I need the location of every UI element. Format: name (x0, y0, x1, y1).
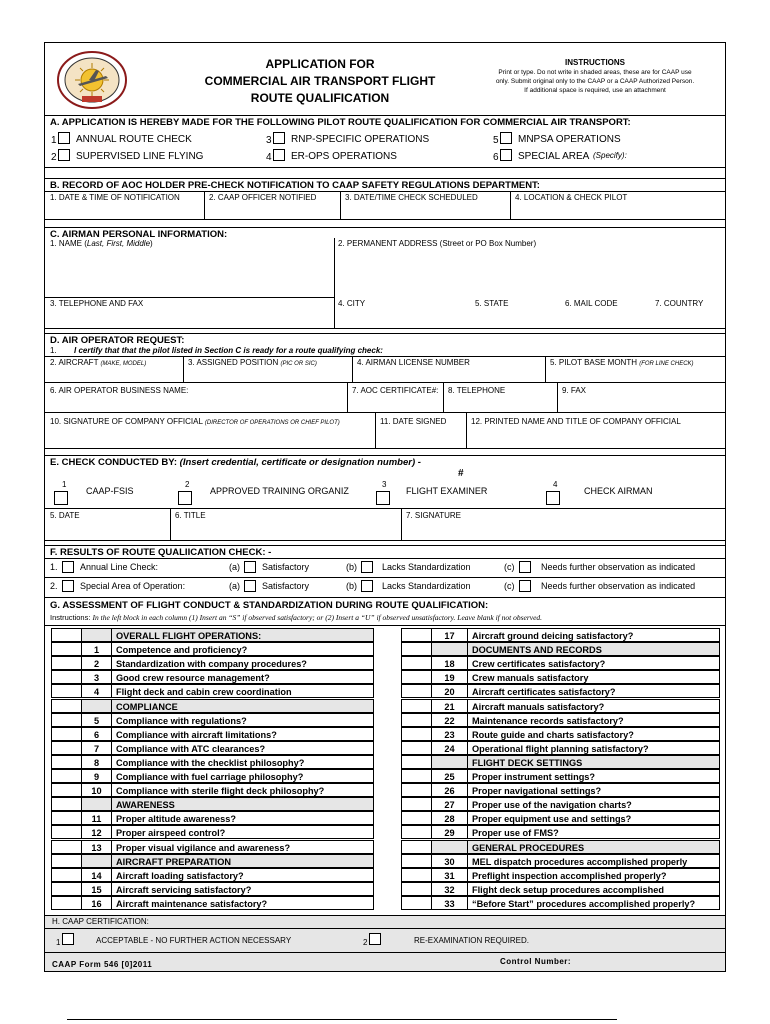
option-a-4-label: ER-OPS OPERATIONS (291, 151, 397, 162)
divider (44, 545, 726, 546)
right-item-label: Proper equipment use and settings? (467, 811, 720, 825)
pilot-base-month-field-label (550, 359, 694, 368)
right-answer-box[interactable] (401, 699, 431, 713)
right-spacer-cell (401, 755, 431, 769)
divider (44, 915, 726, 916)
option-a-3-num: 3 (266, 135, 272, 146)
aoc-certificate-label: 7. AOC CERTIFICATE#: (352, 386, 439, 395)
left-answer-box[interactable] (51, 741, 81, 755)
left-item-number: 13 (81, 840, 111, 854)
divider (557, 382, 558, 412)
right-answer-box[interactable] (401, 684, 431, 698)
divider (44, 412, 726, 413)
left-answer-box[interactable] (51, 656, 81, 670)
left-answer-box[interactable] (51, 882, 81, 896)
left-item-number (81, 699, 111, 713)
section-e-title-hint: (Insert credential, certificate or designation number) - (179, 457, 421, 468)
result-row-1-b: (b) (346, 562, 357, 572)
right-item-number: 30 (431, 854, 467, 868)
right-answer-box[interactable] (401, 896, 431, 910)
left-answer-box[interactable] (51, 868, 81, 882)
right-item-label: Crew manuals satisfactory (467, 670, 720, 684)
certification-reexam-checkbox[interactable] (369, 933, 381, 945)
certify-statement: I certify that that the pilot listed in Section C is ready for a route qualifying check: (74, 346, 383, 355)
result-row-1-b-label: Lacks Standardization (382, 562, 471, 572)
result-row-2-lacks-checkbox[interactable] (361, 580, 373, 592)
result-row-1-num: 1. (50, 562, 58, 572)
divider (44, 333, 726, 334)
right-answer-box[interactable] (401, 727, 431, 741)
option-e-1-checkbox[interactable] (54, 491, 68, 505)
result-row-1-a: (a) (229, 562, 240, 572)
left-item-number: 14 (81, 868, 111, 882)
left-answer-box[interactable] (51, 769, 81, 783)
divider (44, 558, 726, 559)
left-item-number: 11 (81, 811, 111, 825)
right-item-number (431, 642, 467, 656)
form-title-line-1: APPLICATION FOR (265, 57, 375, 71)
left-item-label: Aircraft maintenance satisfactory? (111, 896, 374, 910)
instructions-line-2: only. Submit original only to the CAAP or a CAAP Authorized Person. (495, 78, 695, 85)
right-item-number: 27 (431, 797, 467, 811)
right-answer-box[interactable] (401, 670, 431, 684)
address-field-label: 2. PERMANENT ADDRESS (Street or PO Box Number) (338, 239, 537, 248)
left-answer-box[interactable] (51, 755, 81, 769)
left-category-heading: AIRCRAFT PREPARATION (111, 854, 374, 868)
right-answer-box[interactable] (401, 811, 431, 825)
right-item-number: 31 (431, 868, 467, 882)
result-row-1-c-label: Needs further observation as indicated (541, 562, 696, 572)
left-item-number: 3 (81, 670, 111, 684)
left-item-label: Standardization with company procedures? (111, 656, 374, 670)
option-a-4-checkbox[interactable] (273, 149, 285, 161)
telephone-label: 8. TELEPHONE (448, 386, 506, 395)
left-item-label: Compliance with ATC clearances? (111, 741, 374, 755)
divider (44, 328, 726, 329)
option-e-3-label: FLIGHT EXAMINER (406, 486, 488, 496)
result-row-1-label: Annual Line Check: (80, 562, 159, 572)
option-e-4-num: 4 (553, 480, 558, 489)
right-item-label: Proper use of FMS? (467, 825, 720, 839)
divider (347, 382, 348, 412)
left-spacer-cell (51, 628, 81, 642)
option-a-2-label: SUPERVISED LINE FLYING (76, 151, 204, 162)
divider (44, 928, 726, 929)
check-date-label: 5. DATE (50, 511, 80, 520)
divider (44, 577, 726, 578)
aircraft-hint: (MAKE, MODEL) (100, 361, 147, 367)
left-item-label: Aircraft servicing satisfactory? (111, 882, 374, 896)
option-a-6-num: 6 (493, 152, 499, 163)
credential-hash: # (458, 468, 464, 479)
left-item-number: 8 (81, 755, 111, 769)
option-a-5-label: MNPSA OPERATIONS (518, 134, 621, 145)
instructions-line-3: If additional space is required, use an attachment (524, 87, 666, 94)
option-a-4-num: 4 (266, 152, 272, 163)
right-answer-box[interactable] (401, 882, 431, 896)
divider (44, 227, 726, 228)
divider (170, 508, 171, 540)
signature-official-hint: (DIRECTOR OF OPERATIONS OR CHIEF PILOT) (204, 420, 340, 426)
right-item-label: Proper use of the navigation charts? (467, 797, 720, 811)
right-spacer-cell (401, 642, 431, 656)
right-item-number: 32 (431, 882, 467, 896)
option-a-6-label: SPECIAL AREA (518, 151, 590, 162)
divider (44, 178, 726, 179)
result-row-2-c: (c) (504, 581, 515, 591)
instructions-line-1: Print or type. Do not write in shaded areas, these are for CAAP use (498, 69, 692, 76)
bottom-rule (67, 1019, 617, 1020)
left-item-label: Proper visual vigilance and awareness? (111, 840, 374, 854)
left-item-number: 12 (81, 825, 111, 839)
left-item-number: 7 (81, 741, 111, 755)
name-field-label (50, 240, 153, 249)
result-row-2-satisfactory-checkbox[interactable] (244, 580, 256, 592)
right-item-label: Route guide and charts satisfactory? (467, 727, 720, 741)
right-answer-box[interactable] (401, 854, 431, 868)
section-d-title: D. AIR OPERATOR REQUEST: (50, 335, 185, 346)
left-item-number: 2 (81, 656, 111, 670)
right-answer-box[interactable] (401, 769, 431, 783)
certification-acceptable-checkbox[interactable] (62, 933, 74, 945)
section-h-title: H. CAAP CERTIFICATION: (52, 917, 149, 926)
fax-label: 9. FAX (562, 386, 587, 395)
left-item-label: Compliance with aircraft limitations? (111, 727, 374, 741)
check-signature-label: 7. SIGNATURE (406, 511, 461, 520)
left-item-label: Compliance with the checklist philosophy? (111, 755, 374, 769)
left-answer-box[interactable] (51, 896, 81, 910)
left-item-number (81, 797, 111, 811)
assigned-position-label: 3. ASSIGNED POSITION (188, 358, 279, 367)
left-item-label: Compliance with regulations? (111, 713, 374, 727)
left-item-number: 4 (81, 684, 111, 698)
option-e-2-label: APPROVED TRAINING ORGANIZ (210, 486, 349, 496)
divider (44, 167, 726, 168)
form-title-line-3: ROUTE QUALIFICATION (250, 91, 390, 105)
result-row-1-observe-checkbox[interactable] (519, 561, 531, 573)
divider (510, 191, 511, 219)
right-item-label: Aircraft manuals satisfactory? (467, 699, 720, 713)
certify-number: 1. (50, 346, 57, 355)
right-answer-box[interactable] (401, 797, 431, 811)
divider (44, 356, 726, 357)
business-name-label: 6. AIR OPERATOR BUSINESS NAME: (50, 386, 189, 395)
divider (340, 191, 341, 219)
divider (44, 540, 726, 541)
section-e-title-text: E. CHECK CONDUCTED BY: (50, 457, 178, 468)
left-item-number: 6 (81, 727, 111, 741)
section-g-title: G. ASSESSMENT OF FLIGHT CONDUCT & STANDARDIZATION DURING ROUTE QUALIFICATION: (50, 600, 489, 611)
left-item-label: Flight deck and cabin crew coordination (111, 684, 374, 698)
left-item-label: Proper airspeed control? (111, 825, 374, 839)
right-item-label: Preflight inspection accomplished properly? (467, 868, 720, 882)
right-item-number: 24 (431, 741, 467, 755)
right-item-number: 22 (431, 713, 467, 727)
state-label: 5. STATE (475, 299, 509, 308)
right-spacer-cell (401, 840, 431, 854)
section-b-title: B. RECORD OF AOC HOLDER PRE-CHECK NOTIFICATION TO CAAP SAFETY REGULATIONS DEPARTMENT: (50, 180, 540, 191)
left-answer-box[interactable] (51, 642, 81, 656)
field-b-2-label: 2. CAAP OFFICER NOTIFIED (209, 193, 317, 202)
section-g-instructions (50, 614, 542, 622)
divider (44, 297, 334, 298)
divider (183, 356, 184, 382)
mail-code-label: 6. MAIL CODE (565, 299, 618, 308)
result-row-2-checkbox[interactable] (62, 580, 74, 592)
section-g-instructions-text: In the left block in each column (1) Insert an “S” if observed satisfactory; or (2) Insert a “U” if observed unsatisfactory. Leave blank if not observed. (92, 613, 543, 622)
option-a-3-label: RNP-SPECIFIC OPERATIONS (291, 134, 430, 145)
right-item-label: Flight deck setup procedures accomplished (467, 882, 720, 896)
field-b-1-label: 1. DATE & TIME OF NOTIFICATION (50, 193, 180, 202)
right-category-heading: GENERAL PROCEDURES (467, 840, 720, 854)
left-item-label: Proper altitude awareness? (111, 811, 374, 825)
left-item-label: Compliance with sterile flight deck philosophy? (111, 783, 374, 797)
option-a-3-checkbox[interactable] (273, 132, 285, 144)
certification-reexam-label: RE-EXAMINATION REQUIRED. (414, 936, 529, 945)
left-answer-box[interactable] (51, 713, 81, 727)
special-area-specify-hint: (Specify): (593, 151, 627, 160)
left-answer-box[interactable] (51, 825, 81, 839)
aircraft-field-label (50, 359, 146, 368)
left-item-number (81, 854, 111, 868)
left-category-heading: COMPLIANCE (111, 699, 374, 713)
right-item-label: Aircraft ground deicing satisfactory? (467, 628, 720, 642)
form-title-line-2: COMMERCIAL AIR TRANSPORT FLIGHT (204, 74, 436, 88)
left-spacer-cell (51, 854, 81, 868)
assigned-position-field-label (188, 359, 317, 368)
left-item-label: Competence and proficiency? (111, 642, 374, 656)
control-number-label: Control Number: (500, 957, 572, 966)
name-label: 1. NAME ( (50, 239, 87, 248)
right-item-number: 29 (431, 825, 467, 839)
divider (443, 382, 444, 412)
divider (44, 455, 726, 456)
left-category-heading: OVERALL FLIGHT OPERATIONS: (111, 628, 374, 642)
option-e-3-checkbox[interactable] (376, 491, 390, 505)
result-row-1-satisfactory-checkbox[interactable] (244, 561, 256, 573)
option-a-5-num: 5 (493, 135, 499, 146)
result-row-1-c: (c) (504, 562, 515, 572)
signature-official-field-label (50, 418, 340, 427)
option-e-2-num: 2 (185, 480, 190, 489)
divider (44, 191, 726, 192)
divider (44, 952, 726, 953)
certification-option-1-num: 1 (56, 938, 61, 947)
divider (352, 356, 353, 382)
pilot-base-month-label: 5. PILOT BASE MONTH (550, 358, 637, 367)
name-hint: Last, First, Middle (86, 239, 151, 248)
printed-name-label: 12. PRINTED NAME AND TITLE OF COMPANY OFFICIAL (471, 417, 681, 426)
right-item-number: 23 (431, 727, 467, 741)
telephone-fax-label: 3. TELEPHONE AND FAX (50, 299, 144, 308)
right-category-heading: DOCUMENTS AND RECORDS (467, 642, 720, 656)
right-item-number: 19 (431, 670, 467, 684)
result-row-1-lacks-checkbox[interactable] (361, 561, 373, 573)
caap-seal-logo (56, 50, 128, 110)
right-item-label: MEL dispatch procedures accomplished properly (467, 854, 720, 868)
right-answer-box[interactable] (401, 868, 431, 882)
right-item-label: Proper navigational settings? (467, 783, 720, 797)
left-item-number: 10 (81, 783, 111, 797)
airman-license-label: 4. AIRMAN LICENSE NUMBER (357, 358, 470, 367)
right-item-label: “Before Start” procedures accomplished properly? (467, 896, 720, 910)
left-spacer-cell (51, 797, 81, 811)
left-answer-box[interactable] (51, 783, 81, 797)
section-a-title: A. APPLICATION IS HEREBY MADE FOR THE FOLLOWING PILOT ROUTE QUALIFICATION FOR COMMERCIAL AIR TRANSPORT: (50, 117, 631, 128)
divider (44, 219, 726, 220)
divider (545, 356, 546, 382)
left-item-number (81, 628, 111, 642)
divider (401, 508, 402, 540)
option-e-4-label: CHECK AIRMAN (584, 486, 653, 496)
left-item-number: 5 (81, 713, 111, 727)
divider (44, 597, 726, 598)
divider (334, 238, 335, 328)
result-row-1-checkbox[interactable] (62, 561, 74, 573)
pilot-base-month-hint: (FOR LINE CHECK) (639, 361, 694, 367)
result-row-2-label: Special Area of Operation: (80, 581, 186, 591)
date-signed-label: 11. DATE SIGNED (380, 417, 447, 426)
field-b-3-label: 3. DATE/TIME CHECK SCHEDULED (345, 193, 478, 202)
left-answer-box[interactable] (51, 840, 81, 854)
result-row-1-a-label: Satisfactory (262, 562, 310, 572)
right-answer-box[interactable] (401, 656, 431, 670)
section-e-title (50, 458, 421, 468)
left-answer-box[interactable] (51, 811, 81, 825)
instructions-title: INSTRUCTIONS (565, 58, 625, 67)
result-row-2-num: 2. (50, 581, 58, 591)
result-row-2-a: (a) (229, 581, 240, 591)
right-answer-box[interactable] (401, 741, 431, 755)
country-label: 7. COUNTRY (655, 299, 704, 308)
right-item-label: Crew certificates satisfactory? (467, 656, 720, 670)
option-a-6-checkbox[interactable] (500, 149, 512, 161)
left-item-label: Compliance with fuel carriage philosophy? (111, 769, 374, 783)
option-a-1-num: 1 (51, 135, 57, 146)
left-item-number: 1 (81, 642, 111, 656)
check-title-label: 6. TITLE (175, 511, 206, 520)
left-spacer-cell (51, 699, 81, 713)
left-answer-box[interactable] (51, 670, 81, 684)
assigned-position-hint: (PIC OR SIC) (280, 361, 317, 367)
right-item-number: 25 (431, 769, 467, 783)
divider (44, 508, 726, 509)
section-g-instructions-label: Instructions: (50, 613, 91, 622)
left-item-number: 15 (81, 882, 111, 896)
aircraft-label: 2. AIRCRAFT (50, 358, 99, 367)
right-answer-box[interactable] (401, 713, 431, 727)
right-answer-box[interactable] (401, 628, 431, 642)
right-item-number: 33 (431, 896, 467, 910)
right-item-number: 28 (431, 811, 467, 825)
form-number: CAAP Form 546 [0]2011 (52, 960, 153, 969)
right-item-number: 20 (431, 684, 467, 698)
right-item-number: 18 (431, 656, 467, 670)
option-a-2-checkbox[interactable] (58, 149, 70, 161)
left-item-label: Aircraft loading satisfactory? (111, 868, 374, 882)
divider (204, 191, 205, 219)
divider (466, 412, 467, 448)
right-item-label: Operational flight planning satisfactory? (467, 741, 720, 755)
right-answer-box[interactable] (401, 825, 431, 839)
certification-option-2-num: 2 (363, 938, 368, 947)
left-item-number: 16 (81, 896, 111, 910)
option-e-1-num: 1 (62, 480, 67, 489)
certification-acceptable-label: ACCEPTABLE - NO FURTHER ACTION NECESSARY (96, 936, 292, 945)
option-e-4-checkbox[interactable] (546, 491, 560, 505)
divider (44, 625, 726, 626)
divider (44, 115, 726, 116)
name-label-close: ) (150, 239, 153, 248)
right-item-number: 17 (431, 628, 467, 642)
right-item-label: Maintenance records satisfactory? (467, 713, 720, 727)
result-row-2-c-label: Needs further observation as indicated (541, 581, 696, 591)
left-item-label: Good crew resource management? (111, 670, 374, 684)
divider (375, 412, 376, 448)
signature-official-label: 10. SIGNATURE OF COMPANY OFFICIAL (50, 417, 203, 426)
left-answer-box[interactable] (51, 684, 81, 698)
right-item-number: 21 (431, 699, 467, 713)
right-item-label: Aircraft certificates satisfactory? (467, 684, 720, 698)
right-item-number: 26 (431, 783, 467, 797)
option-e-2-checkbox[interactable] (178, 491, 192, 505)
city-label: 4. CITY (338, 299, 366, 308)
result-row-2-a-label: Satisfactory (262, 581, 310, 591)
left-item-number: 9 (81, 769, 111, 783)
divider (44, 448, 726, 449)
option-a-1-checkbox[interactable] (58, 132, 70, 144)
right-category-heading: FLIGHT DECK SETTINGS (467, 755, 720, 769)
result-row-2-b-label: Lacks Standardization (382, 581, 471, 591)
section-f-title: F. RESULTS OF ROUTE QUALIICATION CHECK: - (50, 547, 272, 558)
divider (44, 382, 726, 383)
result-row-2-observe-checkbox[interactable] (519, 580, 531, 592)
option-a-5-checkbox[interactable] (500, 132, 512, 144)
right-item-label: Proper instrument settings? (467, 769, 720, 783)
section-c-title: C. AIRMAN PERSONAL INFORMATION: (50, 229, 228, 240)
option-e-1-label: CAAP-FSIS (86, 486, 134, 496)
option-a-1-label: ANNUAL ROUTE CHECK (76, 134, 192, 145)
result-row-2-b: (b) (346, 581, 357, 591)
right-answer-box[interactable] (401, 783, 431, 797)
right-item-number (431, 840, 467, 854)
right-item-number (431, 755, 467, 769)
left-answer-box[interactable] (51, 727, 81, 741)
option-a-2-num: 2 (51, 152, 57, 163)
field-b-4-label: 4. LOCATION & CHECK PILOT (515, 193, 628, 202)
left-category-heading: AWARENESS (111, 797, 374, 811)
option-e-3-num: 3 (382, 480, 387, 489)
